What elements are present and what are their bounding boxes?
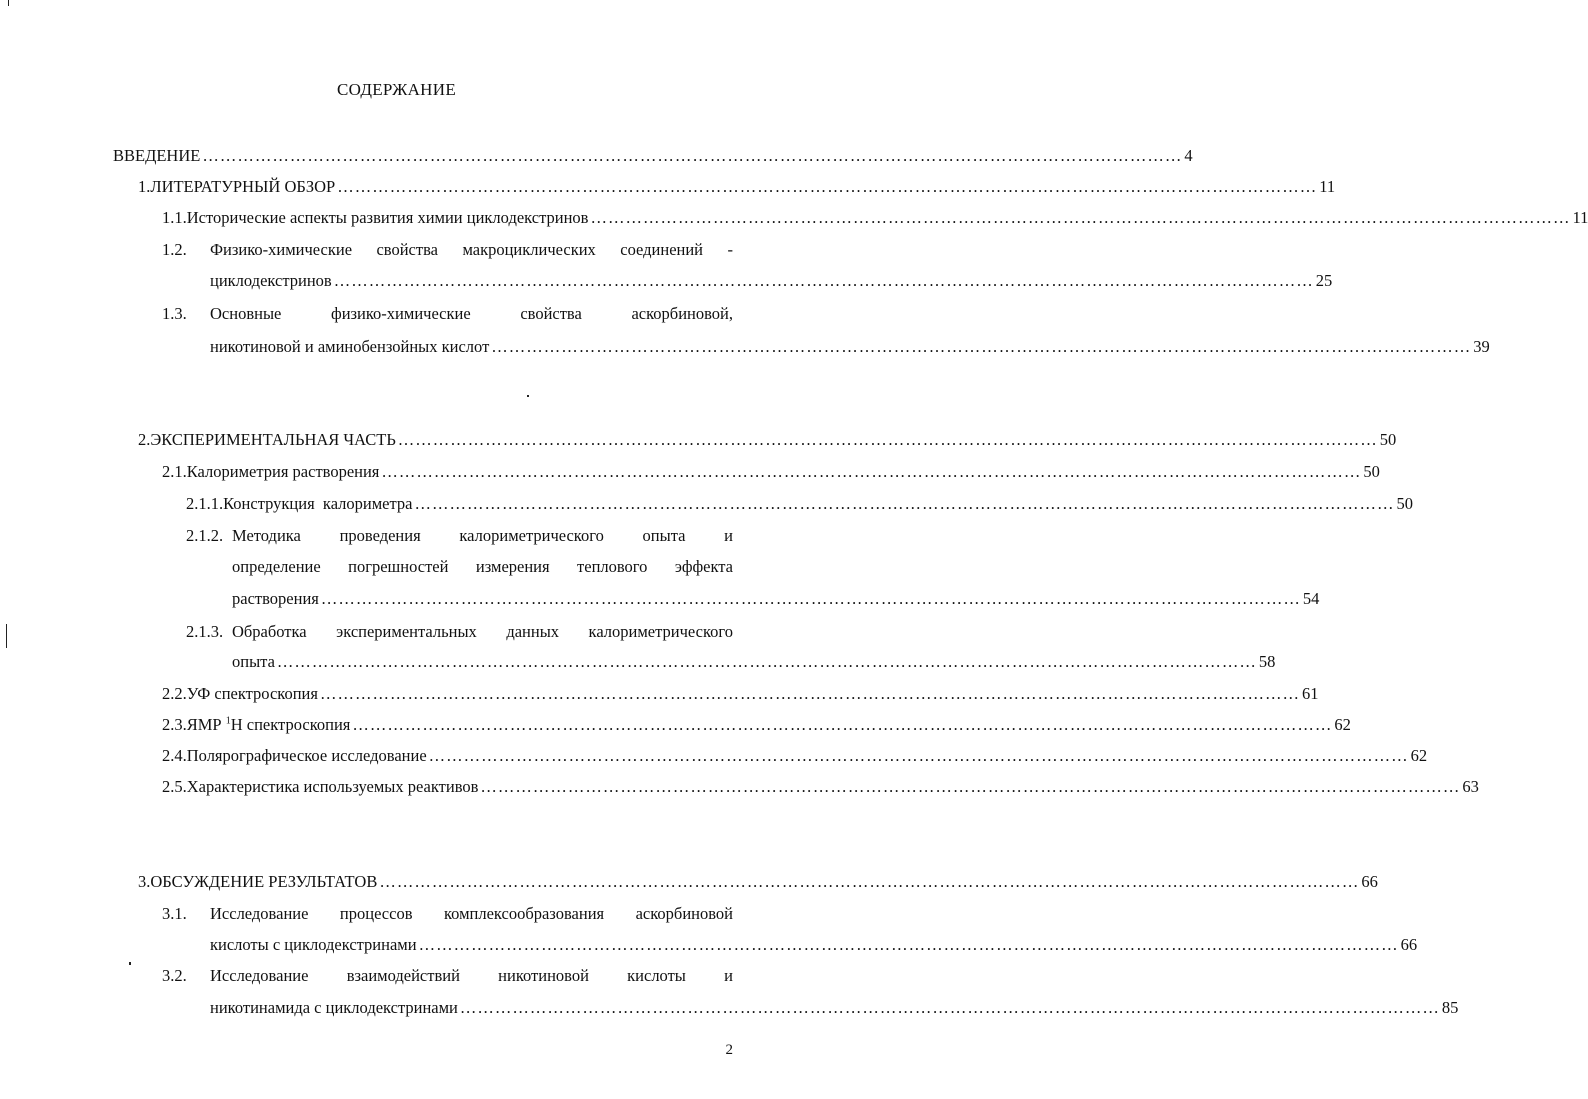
toc-entry-s3-1-line1[interactable] <box>210 904 733 924</box>
toc-page: 62 <box>1410 746 1428 765</box>
toc-entry-s3-2-line2[interactable] <box>210 998 1459 1018</box>
toc-entry-s3[interactable] <box>138 872 1378 892</box>
toc-entry-s2-1-1[interactable] <box>186 494 1413 514</box>
dot-leader: …………………………………………………………………………………………………………………………………………………… <box>397 430 1378 449</box>
toc-entry-s2-1-2-line3[interactable] <box>232 589 1320 609</box>
dot-leader: …………………………………………………………………………………………………………………………………………………… <box>428 746 1409 765</box>
toc-number: 2.1.3. <box>186 622 224 641</box>
page-title: СОДЕРЖАНИЕ <box>336 80 457 99</box>
toc-label: Исторические аспекты развития химии циклодекстринов <box>186 208 589 227</box>
toc-word: физико-химические <box>331 304 471 323</box>
toc-word: - <box>727 240 733 259</box>
scan-artifact-dot <box>527 395 529 397</box>
toc-word: погрешностей <box>348 557 449 576</box>
toc-entry-s2-3[interactable] <box>162 715 1351 735</box>
toc-page: 25 <box>1315 271 1333 290</box>
toc-entry-s2[interactable] <box>138 430 1397 450</box>
toc-number: 2.2. <box>162 684 187 703</box>
toc-label: Характеристика используемых реактивов <box>186 777 479 796</box>
toc-word: соединений <box>620 240 704 259</box>
label-part: ЯМР <box>186 715 226 734</box>
toc-page: 54 <box>1302 589 1320 608</box>
toc-entry-s2-4[interactable] <box>162 746 1428 766</box>
toc-label: циклодекстринов <box>210 271 332 290</box>
toc-number: 3.1. <box>162 904 187 923</box>
toc-label: Калориметрия растворения <box>186 462 380 481</box>
dot-leader: …………………………………………………………………………………………………………………………………………………… <box>459 998 1440 1017</box>
toc-label: опыта <box>232 652 275 671</box>
toc-label: ЛИТЕРАТУРНЫЙ ОБЗОР <box>150 177 336 196</box>
toc-page: 63 <box>1462 777 1479 796</box>
toc-entry-s2-1-3-line1[interactable] <box>232 622 733 642</box>
dot-leader: …………………………………………………………………………………………………………………………………………………… <box>590 208 1571 227</box>
toc-label: УФ спектроскопия <box>186 684 318 703</box>
toc-entry-s2-1-3-line2[interactable] <box>232 652 1276 672</box>
toc-entry-s1-1[interactable] <box>162 208 1588 228</box>
toc-word: теплового <box>577 557 648 576</box>
toc-word: кислоты <box>627 966 686 985</box>
toc-word: макроциклических <box>462 240 596 259</box>
scan-artifact-line <box>6 624 7 648</box>
dot-leader: …………………………………………………………………………………………………………………………………………………… <box>337 177 1318 196</box>
toc-number: 1.2. <box>162 240 187 259</box>
toc-number: 1. <box>138 177 151 196</box>
toc-word: определение <box>232 557 321 576</box>
toc-page: 61 <box>1301 684 1319 703</box>
toc-page: 11 <box>1572 208 1588 227</box>
toc-word: Физико-химические <box>210 240 353 259</box>
toc-entry-s1-2-line2[interactable] <box>210 271 1333 291</box>
dot-leader: …………………………………………………………………………………………………………………………………………………… <box>276 652 1257 671</box>
scan-artifact-dot <box>129 962 131 965</box>
toc-entry-s1-3-line1[interactable] <box>210 304 733 324</box>
toc-label: Конструкция калориметра <box>223 494 413 513</box>
toc-word: эффекта <box>674 557 733 576</box>
toc-number: 3.2. <box>162 966 187 985</box>
toc-entry-s3-1-line2[interactable] <box>210 935 1418 955</box>
toc-word: и <box>724 526 733 545</box>
toc-number: 1.1. <box>162 208 187 227</box>
toc-label: растворения <box>232 589 319 608</box>
dot-leader: …………………………………………………………………………………………………………………………………………………… <box>202 146 1183 165</box>
toc-label: ЭКСПЕРИМЕНТАЛЬНАЯ ЧАСТЬ <box>150 430 396 449</box>
toc-page: 66 <box>1361 872 1378 891</box>
toc-word: никотиновой <box>498 966 589 985</box>
dot-leader: …………………………………………………………………………………………………………………………………………………… <box>414 494 1395 513</box>
toc-page: 85 <box>1441 998 1459 1017</box>
toc-word: Исследование <box>210 904 309 923</box>
dot-leader: …………………………………………………………………………………………………………………………………………………… <box>379 872 1360 891</box>
toc-entry-s1-3-line2[interactable] <box>210 337 1490 357</box>
toc-word: свойства <box>520 304 582 323</box>
toc-word: и <box>724 966 733 985</box>
toc-number: 2.3. <box>162 715 187 734</box>
toc-word: измерения <box>475 557 550 576</box>
toc-page: 50 <box>1379 430 1397 449</box>
toc-entry-s1-2-line1[interactable] <box>210 240 733 260</box>
toc-word: свойства <box>376 240 438 259</box>
toc-number: 2. <box>138 430 151 449</box>
toc-number: 2.1.1. <box>186 494 224 513</box>
toc-entry-intro[interactable] <box>113 146 1193 166</box>
dot-leader: …………………………………………………………………………………………………………………………………………………… <box>352 715 1333 734</box>
toc-entry-s3-2-line1[interactable] <box>210 966 733 986</box>
toc-entry-s2-1[interactable] <box>162 462 1380 482</box>
toc-page: 58 <box>1258 652 1276 671</box>
toc-label: никотинамида с циклодекстринами <box>210 998 458 1017</box>
dot-leader: …………………………………………………………………………………………………………………………………………………… <box>418 935 1399 954</box>
toc-word: аскорбиновой <box>635 904 733 923</box>
toc-word: аскорбиновой, <box>631 304 733 323</box>
dot-leader: …………………………………………………………………………………………………………………………………………………… <box>319 684 1300 703</box>
superscript: 1 <box>225 715 231 727</box>
toc-number: 2.1. <box>162 462 187 481</box>
toc-number: 1.3. <box>162 304 187 323</box>
toc-page: 50 <box>1363 462 1380 481</box>
toc-page: 62 <box>1334 715 1351 734</box>
toc-number: 2.4. <box>162 746 187 765</box>
toc-label: Полярографическое исследование <box>186 746 427 765</box>
toc-word: Методика <box>232 526 301 545</box>
toc-word: взаимодействий <box>346 966 460 985</box>
toc-label: ВВЕДЕНИЕ <box>113 146 201 165</box>
toc-page: 39 <box>1473 337 1490 356</box>
dot-leader: …………………………………………………………………………………………………………………………………………………… <box>333 271 1314 290</box>
toc-number: 2.1.2. <box>186 526 224 545</box>
toc-page: 66 <box>1400 935 1418 954</box>
toc-page: 4 <box>1184 146 1193 165</box>
toc-word: данных <box>506 622 560 641</box>
toc-entry-s2-1-2-line2[interactable] <box>232 557 733 577</box>
toc-page: 11 <box>1319 177 1336 196</box>
dot-leader: …………………………………………………………………………………………………………………………………………………… <box>381 462 1362 481</box>
toc-entry-s2-5[interactable] <box>162 777 1479 797</box>
toc-word: процессов <box>339 904 413 923</box>
toc-word: комплексообразования <box>443 904 605 923</box>
toc-word: Обработка <box>232 622 307 641</box>
toc-label: ОБСУЖДЕНИЕ РЕЗУЛЬТАТОВ <box>150 872 378 891</box>
toc-label: кислоты с циклодекстринами <box>210 935 417 954</box>
toc-label: никотиновой и аминобензойных кислот <box>210 337 490 356</box>
toc-word: калориметрического <box>588 622 733 641</box>
scan-artifact-tick <box>8 0 9 6</box>
toc-number: 2.5. <box>162 777 187 796</box>
dot-leader: …………………………………………………………………………………………………………………………………………………… <box>320 589 1301 608</box>
dot-leader: …………………………………………………………………………………………………………………………………………………… <box>491 337 1472 356</box>
toc-number: 3. <box>138 872 151 891</box>
toc-page: 50 <box>1396 494 1413 513</box>
toc-word: опыта <box>642 526 686 545</box>
toc-word: экспериментальных <box>336 622 477 641</box>
toc-entry-s1[interactable] <box>138 177 1336 197</box>
page-number: 2 <box>725 1042 733 1058</box>
toc-label <box>187 715 351 735</box>
toc-word: Основные <box>210 304 282 323</box>
toc-word: проведения <box>339 526 421 545</box>
dot-leader: …………………………………………………………………………………………………………………………………………………… <box>480 777 1461 796</box>
toc-word: Исследование <box>210 966 309 985</box>
toc-entry-s2-2[interactable] <box>162 684 1319 704</box>
label-part: H спектроскопия <box>230 715 351 734</box>
toc-entry-s2-1-2-line1[interactable] <box>232 526 733 546</box>
toc-word: калориметрического <box>459 526 604 545</box>
